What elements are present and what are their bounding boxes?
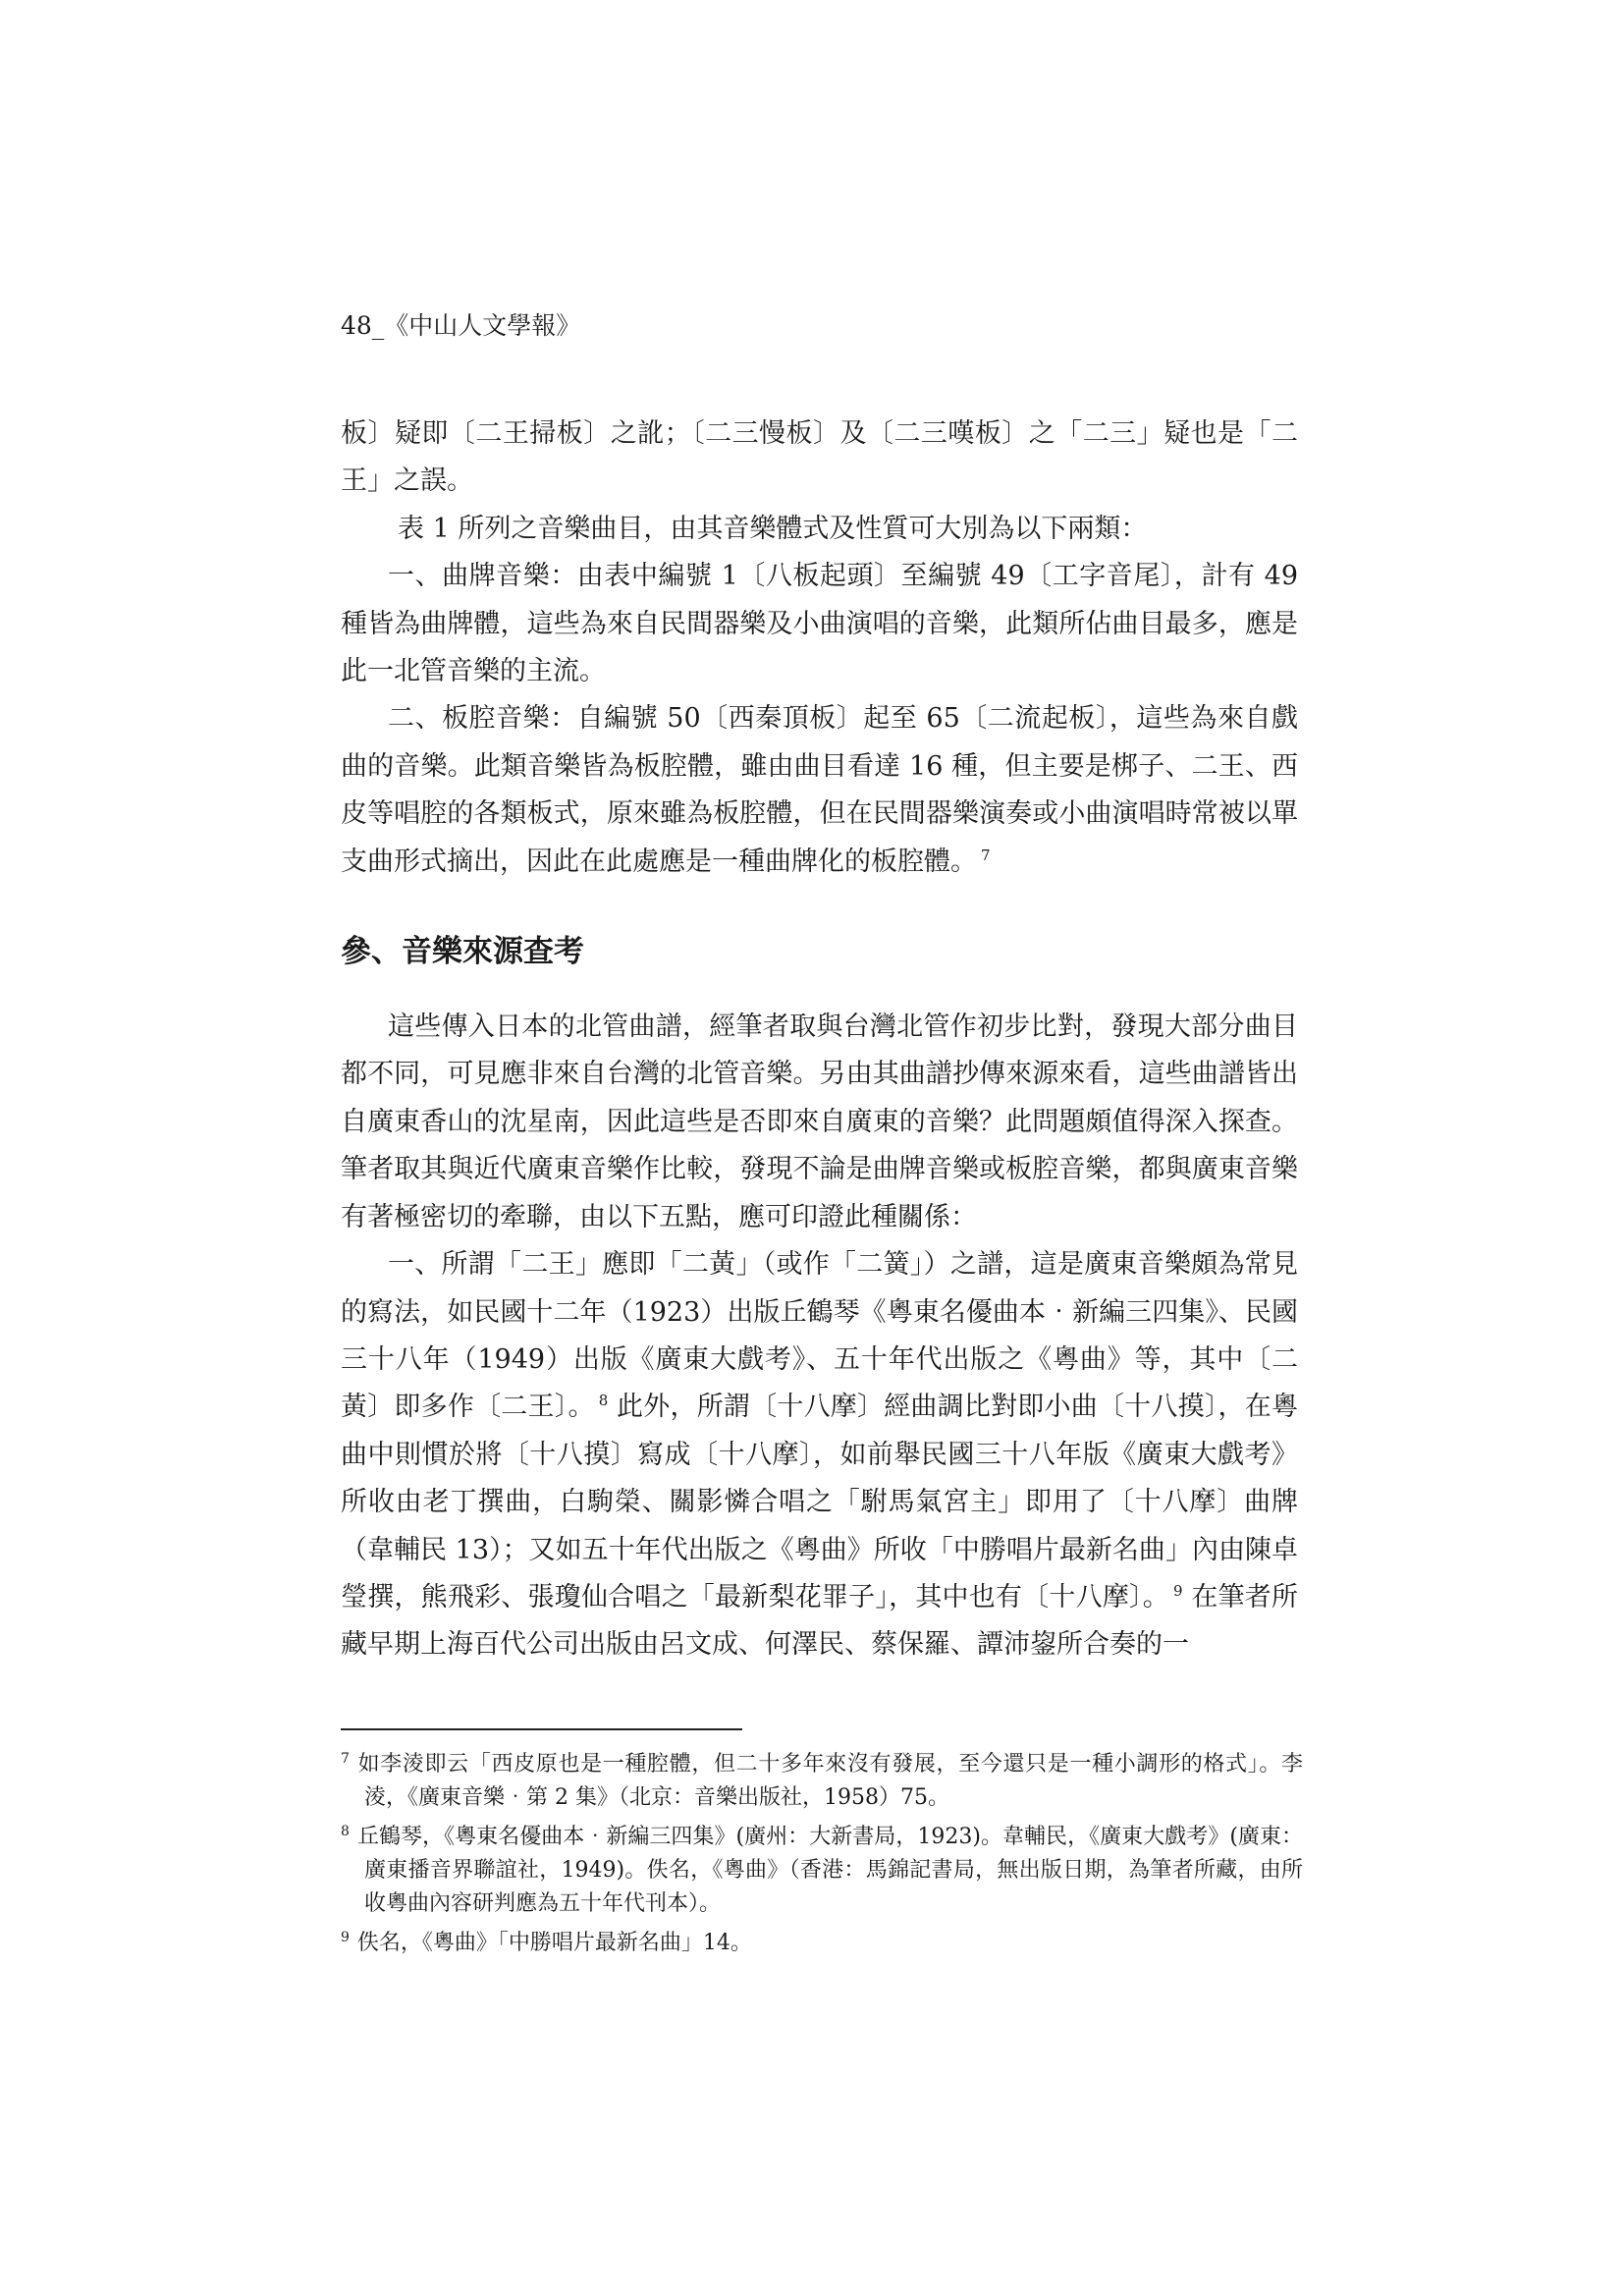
paragraph-erwang-part-a: 一、所謂「二王」應即「二黃」（或作「二簧」）之譜，這是廣東音樂頗為常見的寫法，如民國十二年（1923）出版丘鶴琴《粵東名優曲本‧新編三四集》、民國三十八年（1949）出版《廣東大戲考》、五十年代出版之《粵曲》等，其中〔二黃〕即多作〔二王〕。 (341, 1249, 1298, 1423)
footnote-number: 7 (341, 1750, 350, 1767)
footnote-ref-8[interactable]: 8 (598, 1392, 609, 1410)
footnote-ref-9[interactable]: 9 (1172, 1581, 1183, 1600)
footnote-text: 如李淩即云「西皮原也是一種腔體，但二十多年來沒有發展，至今還只是一種小調形的格式」。李淩，《廣東音樂‧第 2 集》（北京：音樂出版社，1958）75。 (356, 1752, 1303, 1810)
footnotes (341, 1748, 1303, 1966)
section-title: 參、音樂來源查考 (341, 934, 584, 970)
footnote-8 (341, 1821, 1303, 1921)
paragraph-qupai-music: 一、曲牌音樂：由表中編號 1〔八板起頭〕至編號 49〔工字音尾〕，計有 49 種皆為曲牌體，這些為來自民間器樂及小曲演唱的音樂，此類所佔曲目最多，應是此一北管音樂的主流。 (341, 561, 1298, 687)
paragraph-banqiang-music (341, 695, 1298, 886)
paragraph-continuation: 板〕疑即〔二王掃板〕之訛；〔二三慢板〕及〔二三嘆板〕之「二三」疑也是「二王」之誤。 (341, 418, 1298, 497)
paragraph-banqiang-text: 二、板腔音樂：自編號 50〔西秦頂板〕起至 65〔二流起板〕，這些為來自戲曲的音樂。此類音樂皆為板腔體，雖由曲目看達 16 種，但主要是梆子、二王、西皮等唱腔的各類板式，原來雖為板腔體，但在民間器樂演奏或小曲演唱時常被以單支曲形式摘出，因此在此處應是一種曲牌化的板腔體。 (341, 703, 1298, 877)
paragraph-erwang (341, 1241, 1298, 1669)
footnote-text: 佚名，《粵曲》「中勝唱片最新名曲」14。 (356, 1931, 752, 1955)
footnote-number: 8 (341, 1823, 350, 1839)
footnote-9 (341, 1927, 1303, 1960)
body-text (341, 410, 1298, 1669)
paragraph-source-inquiry: 這些傳入日本的北管曲譜，經筆者取與台灣北管作初步比對，發現大部分曲目都不同，可見應非來自台灣的北管音樂。另由其曲譜抄傳來源來看，這些曲譜皆出自廣東香山的沈星南，因此這些是否即來自廣東的音樂？此問題頗值得深入探查。筆者取其與近代廣東音樂作比較，發現不論是曲牌音樂或板腔音樂，都與廣東音樂有著極密切的牽聯，由以下五點，應可印證此種關係： (341, 1011, 1298, 1232)
running-head: 48_《中山人文學報》 (341, 311, 581, 340)
paragraph-erwang-part-b: 此外，所謂〔十八摩〕經曲調比對即小曲〔十八摸〕，在粵曲中則慣於將〔十八摸〕寫成〔十八摩〕，如前舉民國三十八年版《廣東大戲考》所收由老丁撰曲，白駒榮、關影憐合唱之「駙馬氣宮主」即用了〔十八摩〕曲牌（韋輔民 13）；又如五十年代出版之《粵曲》所收「中勝唱片最新名曲」內由陳卓瑩撰，熊飛彩、張瓊仙合唱之「最新梨花罪子」，其中也有〔十八摩〕。 (341, 1392, 1298, 1613)
footnote-text: 丘鶴琴，《粵東名優曲本‧新編三四集》(廣州：大新書局，1923)。韋輔民，《廣東大戲考》(廣東：廣東播音界聯誼社，1949)。佚名，《粵曲》（香港：馬錦記書局，無出版日期，為筆者所藏，由所收粵曲內容研判應為五十年代刊本）。 (356, 1825, 1303, 1916)
footnote-divider (341, 1728, 742, 1730)
footnote-number: 9 (341, 1929, 350, 1945)
footnote-ref-7[interactable]: 7 (981, 846, 991, 864)
footnote-7 (341, 1748, 1303, 1815)
paragraph-erwang-part-c: 在筆者所藏早期上海百代公司出版由呂文成、何澤民、蔡保羅、譚沛鋆所合奏的一 (341, 1581, 1298, 1661)
paragraph-table-intro: 表 1 所列之音樂曲目，由其音樂體式及性質可大別為以下兩類： (398, 513, 1148, 544)
